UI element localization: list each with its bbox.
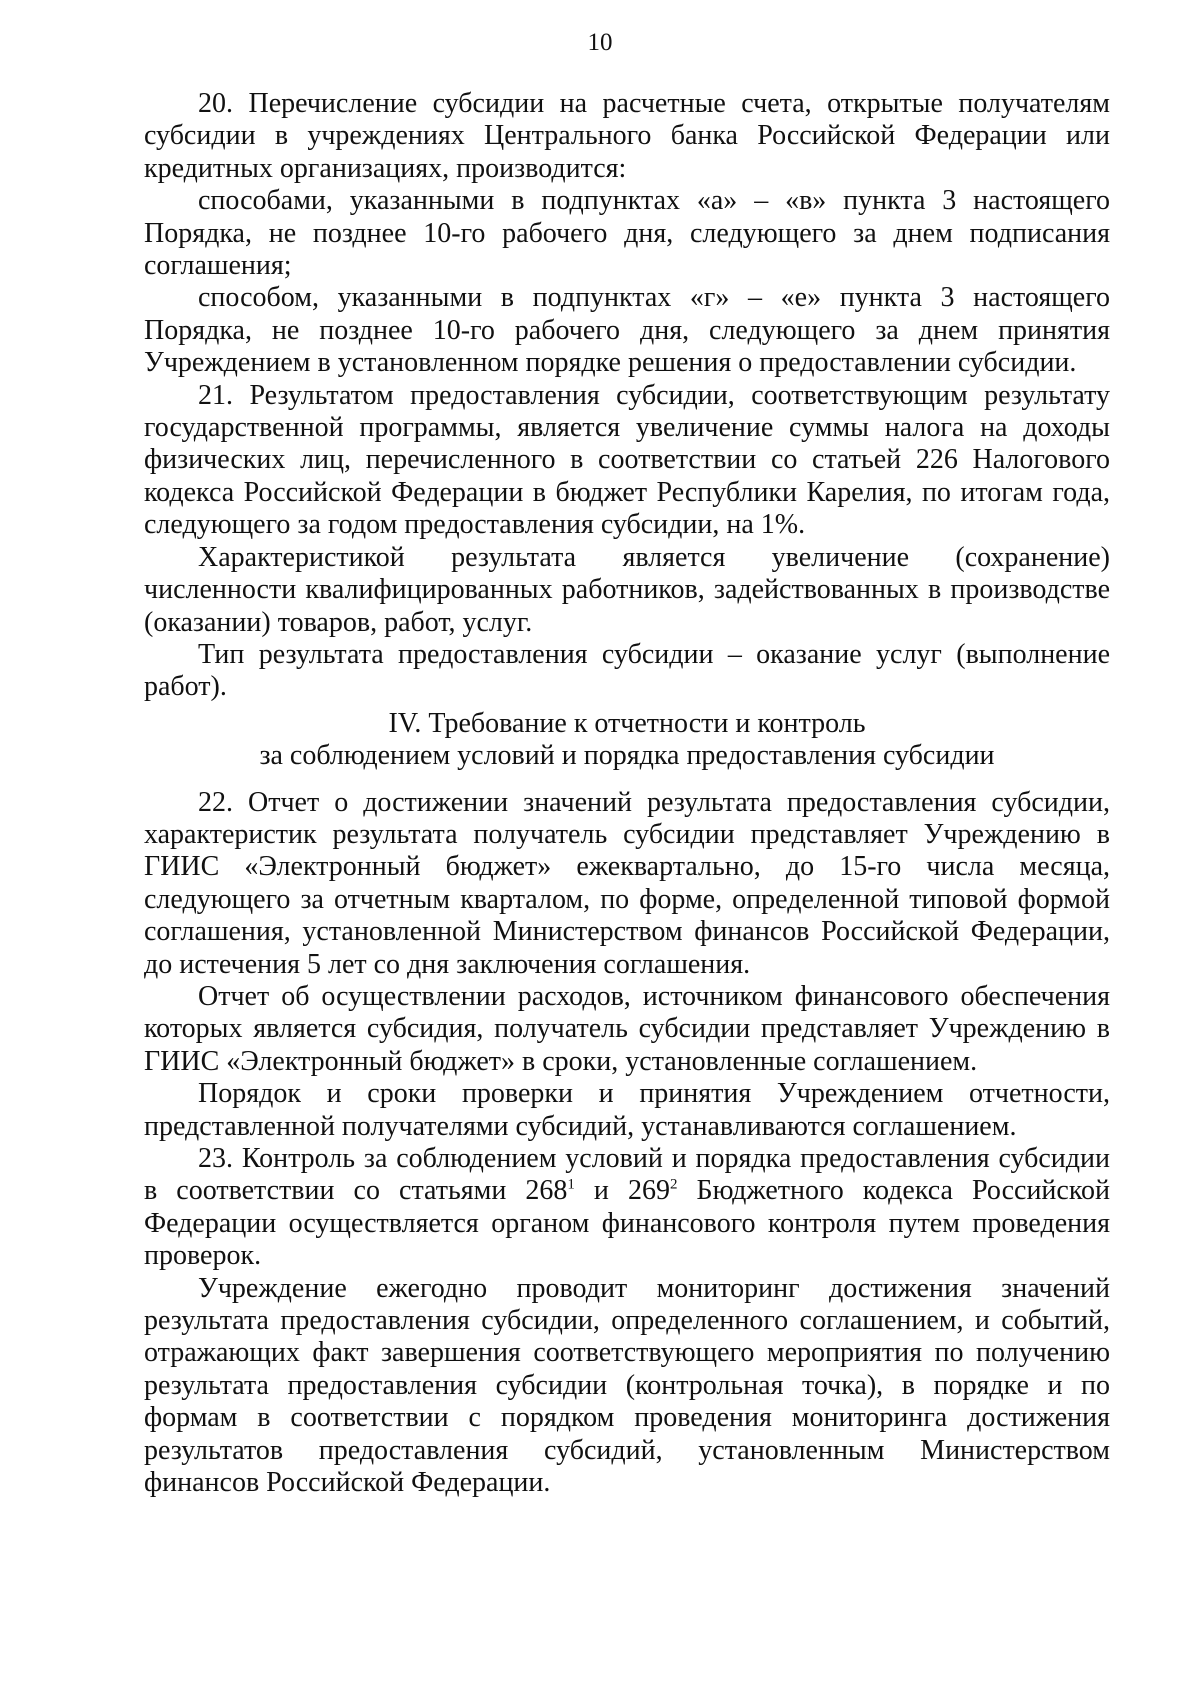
superscript-1: 1: [567, 1177, 575, 1194]
paragraph-21: 21. Результатом предоставления субсидии, соответствующим результату государственной программы, является увеличение суммы налога на доходы физических лиц, перечисленного в соответствии со статьей 226 Налогового кодекса Российской Федерации в бюджет Республики Карелия, по итогам года, следующего за годом предоставления субсидии, на 1%.: [144, 379, 1110, 541]
paragraph-monitoring: Учреждение ежегодно проводит мониторинг достижения значений результата предоставления субсидии, определенного соглашением, и событий, отражающих факт завершения соответствующего мероприятия по получению результата предоставления субсидии (контрольная точка), в порядке и по формам в соответствии с порядком проведения мониторинга достижения результатов предоставления субсидий, установленным Министерством финансов Российской Федерации.: [144, 1272, 1110, 1499]
paragraph-21-result-type: Тип результата предоставления субсидии – оказание услуг (выполнение работ).: [144, 638, 1110, 703]
paragraph-23-text-1: 23. Контроль за соблюдением условий и порядка предоставления субсидии в соответствии со статьями 268: [144, 1143, 1110, 1207]
superscript-2: 2: [669, 1177, 678, 1194]
paragraph-23-text-3: Бюджетного кодекса Российской Федерации осуществляется органом финансового контроля путем проведения проверок.: [144, 1175, 1111, 1272]
paragraph-22-expenses-report: Отчет об осуществлении расходов, источником финансового обеспечения которых является субсидия, получатель субсидии представляет Учреждению в ГИИС «Электронный бюджет» в сроки, установленные соглашением.: [144, 980, 1110, 1077]
paragraph-22-verification: Порядок и сроки проверки и принятия Учреждением отчетности, представленной получателями субсидий, устанавливаются соглашением.: [144, 1078, 1110, 1142]
section-heading: [144, 704, 1110, 787]
paragraph-22: 22. Отчет о достижении значений результата предоставления субсидии, характеристик результата получатель субсидии представляет Учреждению в ГИИС «Электронный бюджет» ежеквартально, до 15-го числа месяца, следующего за отчетным кварталом, по форме, определенной типовой формой соглашения, установленной Министерством финансов Российской Федерации, до истечения 5 лет со дня заключения соглашения.: [144, 786, 1110, 980]
section-heading-line-2: за соблюдением условий и порядка предоставления субсидии: [259, 740, 995, 772]
paragraph-20-method-a-v: способами, указанными в подпунктах «а» – «в» пункта 3 настоящего Порядка, не позднее 10-го рабочего дня, следующего за днем подписания соглашения;: [144, 185, 1110, 282]
paragraph-20: 20. Перечисление субсидии на расчетные счета, открытые получателям субсидии в учреждениях Центрального банка Российской Федерации или кредитных организациях, производится:: [144, 88, 1110, 184]
paragraph-23: [144, 1143, 1110, 1273]
paragraph-21-characteristic: Характеристикой результата является увеличение (сохранение) численности квалифицированных работников, задействованных в производстве (оказании) товаров, работ, услуг.: [144, 541, 1110, 638]
document-body: [144, 88, 1110, 1499]
page-number: 10: [587, 29, 613, 56]
paragraph-20-method-g-e: способом, указанными в подпунктах «г» – «е» пункта 3 настоящего Порядка, не позднее 10-го рабочего дня, следующего за днем принятия Учреждением в установленном порядке решения о предоставлении субсидии.: [144, 282, 1110, 379]
paragraph-23-text-2: и 269: [574, 1175, 670, 1207]
section-heading-line-1: IV. Требование к отчетности и контроль: [388, 707, 866, 739]
